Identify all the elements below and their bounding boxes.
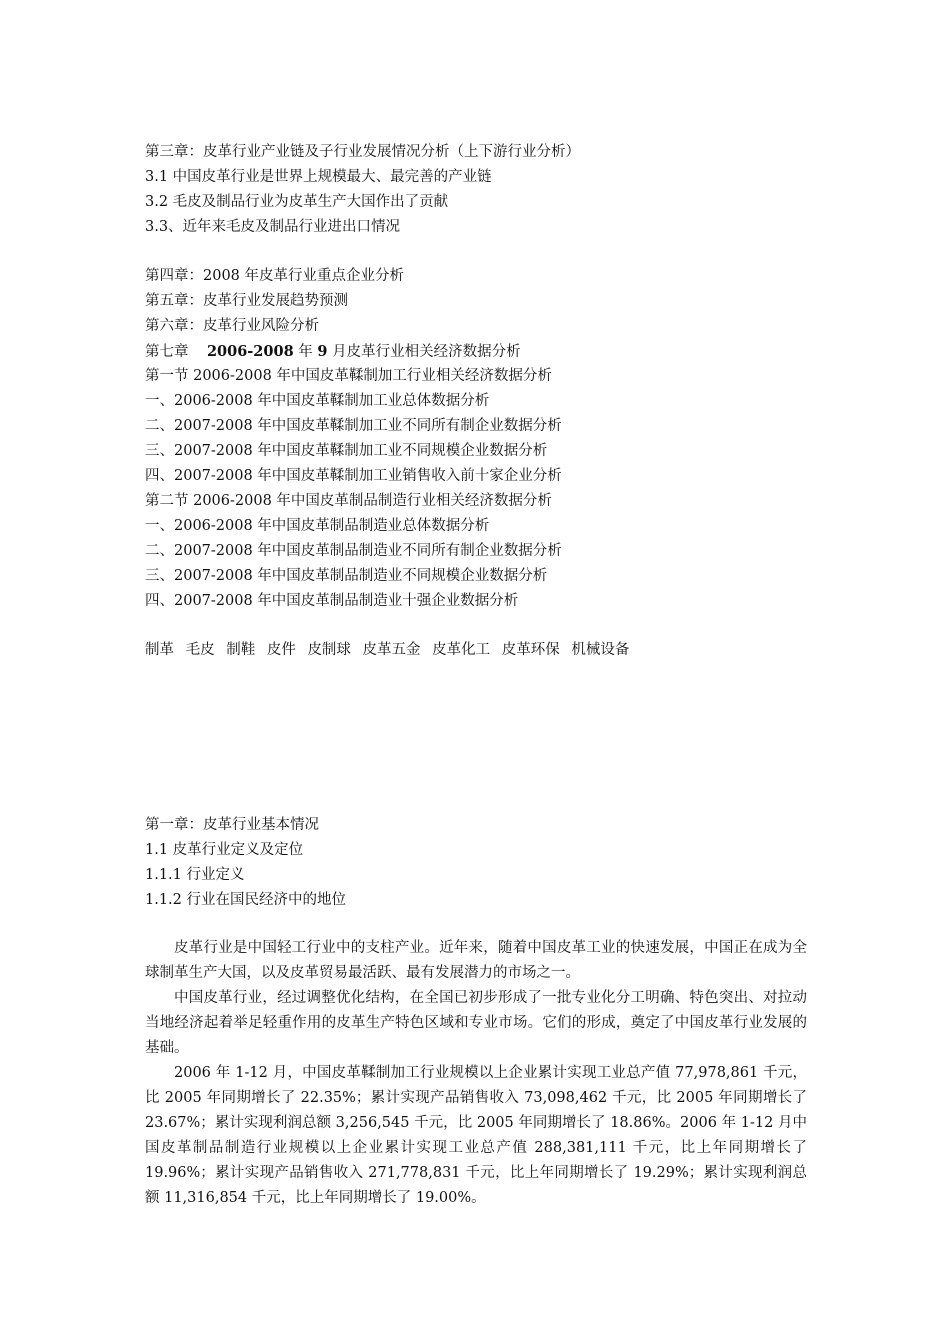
paragraph: 皮革行业是中国轻工行业中的支柱产业。近年来，随着中国皮革工业的快速发展，中国正在成为全球制革生产大国，以及皮革贸易最活跃、最有发展潜力的市场之一。 [145, 940, 807, 981]
subsection-heading: 1.1.1 行业定义 [145, 867, 245, 883]
keyword: 皮制球 [307, 642, 351, 658]
chapter1-headings [145, 813, 815, 913]
keyword: 皮件 [266, 642, 296, 658]
toc-chapter4: 第四章：2008 年皮革行业重点企业分析 [145, 268, 405, 284]
keyword: 皮革五金 [362, 642, 421, 658]
toc-chapter7-suffix: 月皮革行业相关经济数据分析 [327, 344, 521, 360]
toc-item: 三、2007-2008 年中国皮革鞣制加工业不同规模企业数据分析 [145, 443, 548, 459]
toc-item: 四、2007-2008 年中国皮革制品制造业十强企业数据分析 [145, 593, 519, 609]
chapter1-title: 第一章：皮革行业基本情况 [145, 817, 319, 833]
toc-chapter7-month: 9 [317, 343, 328, 360]
keyword: 制革 [145, 642, 174, 658]
toc-section2: 第二节 2006-2008 年中国皮革制品制造行业相关经济数据分析 [145, 493, 552, 509]
toc-rest-block [145, 264, 815, 614]
keyword: 毛皮 [185, 642, 215, 658]
toc-chapter7-mid: 年 [293, 344, 318, 360]
keyword: 制鞋 [226, 642, 256, 658]
toc-chapter3-block [145, 140, 815, 240]
keyword: 皮革环保 [501, 642, 560, 658]
toc-chapter7 [145, 339, 815, 364]
toc-chapter7-years: 2006-2008 [206, 343, 294, 360]
toc-chapter7-prefix: 第七章 [145, 344, 207, 360]
paragraph: 2006 年 1-12 月，中国皮革鞣制加工行业规模以上企业累计实现工业总产值 77,978,861 千元，比 2005 年同期增长了 22.35%；累计实现产品销售收入 73,098,462 千元，比 2005 年同期增长了 23.67%；累计实现利润总额 3,256,545 千元，比 2005 年同期增长了 18.86%。2006 年 1-12 月中国皮革制品制造行业规模以上企业累计实现工业总产值 288,381,111 千元，比上年同期增长了 19.96%；累计实现产品销售收入 271,778,831 千元，比上年同期增长了 19.29%；累计实现利润总额 11,316,854 千元，比上年同期增长了 19.00%。 [145, 1065, 807, 1206]
section-heading: 1.1 皮革行业定义及定位 [145, 842, 304, 858]
toc-item: 3.2 毛皮及制品行业为皮革生产大国作出了贡献 [145, 194, 449, 210]
subsection-heading: 1.1.2 行业在国民经济中的地位 [145, 892, 347, 908]
keyword-list [145, 638, 815, 663]
toc-item: 四、2007-2008 年中国皮革鞣制加工业销售收入前十家企业分析 [145, 468, 562, 484]
paragraph: 中国皮革行业，经过调整优化结构，在全国已初步形成了一批专业化分工明确、特色突出、对拉动当地经济起着举足轻重作用的皮革生产特色区域和专业市场。它们的形成，奠定了中国皮革行业发展的基础。 [145, 990, 807, 1056]
toc-item: 二、2007-2008 年中国皮革制品制造业不同所有制企业数据分析 [145, 543, 562, 559]
toc-item: 一、2006-2008 年中国皮革鞣制加工业总体数据分析 [145, 393, 490, 409]
toc-item: 二、2007-2008 年中国皮革鞣制加工业不同所有制企业数据分析 [145, 418, 562, 434]
toc-item: 3.3、近年来毛皮及制品行业进出口情况 [145, 219, 401, 235]
keyword: 皮革化工 [432, 642, 491, 658]
toc-section1: 第一节 2006-2008 年中国皮革鞣制加工行业相关经济数据分析 [145, 368, 552, 384]
toc-item: 3.1 中国皮革行业是世界上规模最大、最完善的产业链 [145, 169, 492, 185]
toc-chapter5: 第五章：皮革行业发展趋势预测 [145, 293, 348, 309]
keyword: 机械设备 [571, 642, 630, 658]
toc-item: 一、2006-2008 年中国皮革制品制造业总体数据分析 [145, 518, 490, 534]
toc-item: 三、2007-2008 年中国皮革制品制造业不同规模企业数据分析 [145, 568, 548, 584]
toc-chapter3-title: 第三章：皮革行业产业链及子行业发展情况分析（上下游行业分析） [145, 144, 580, 160]
toc-chapter6: 第六章：皮革行业风险分析 [145, 318, 319, 334]
body-text [145, 936, 807, 1211]
